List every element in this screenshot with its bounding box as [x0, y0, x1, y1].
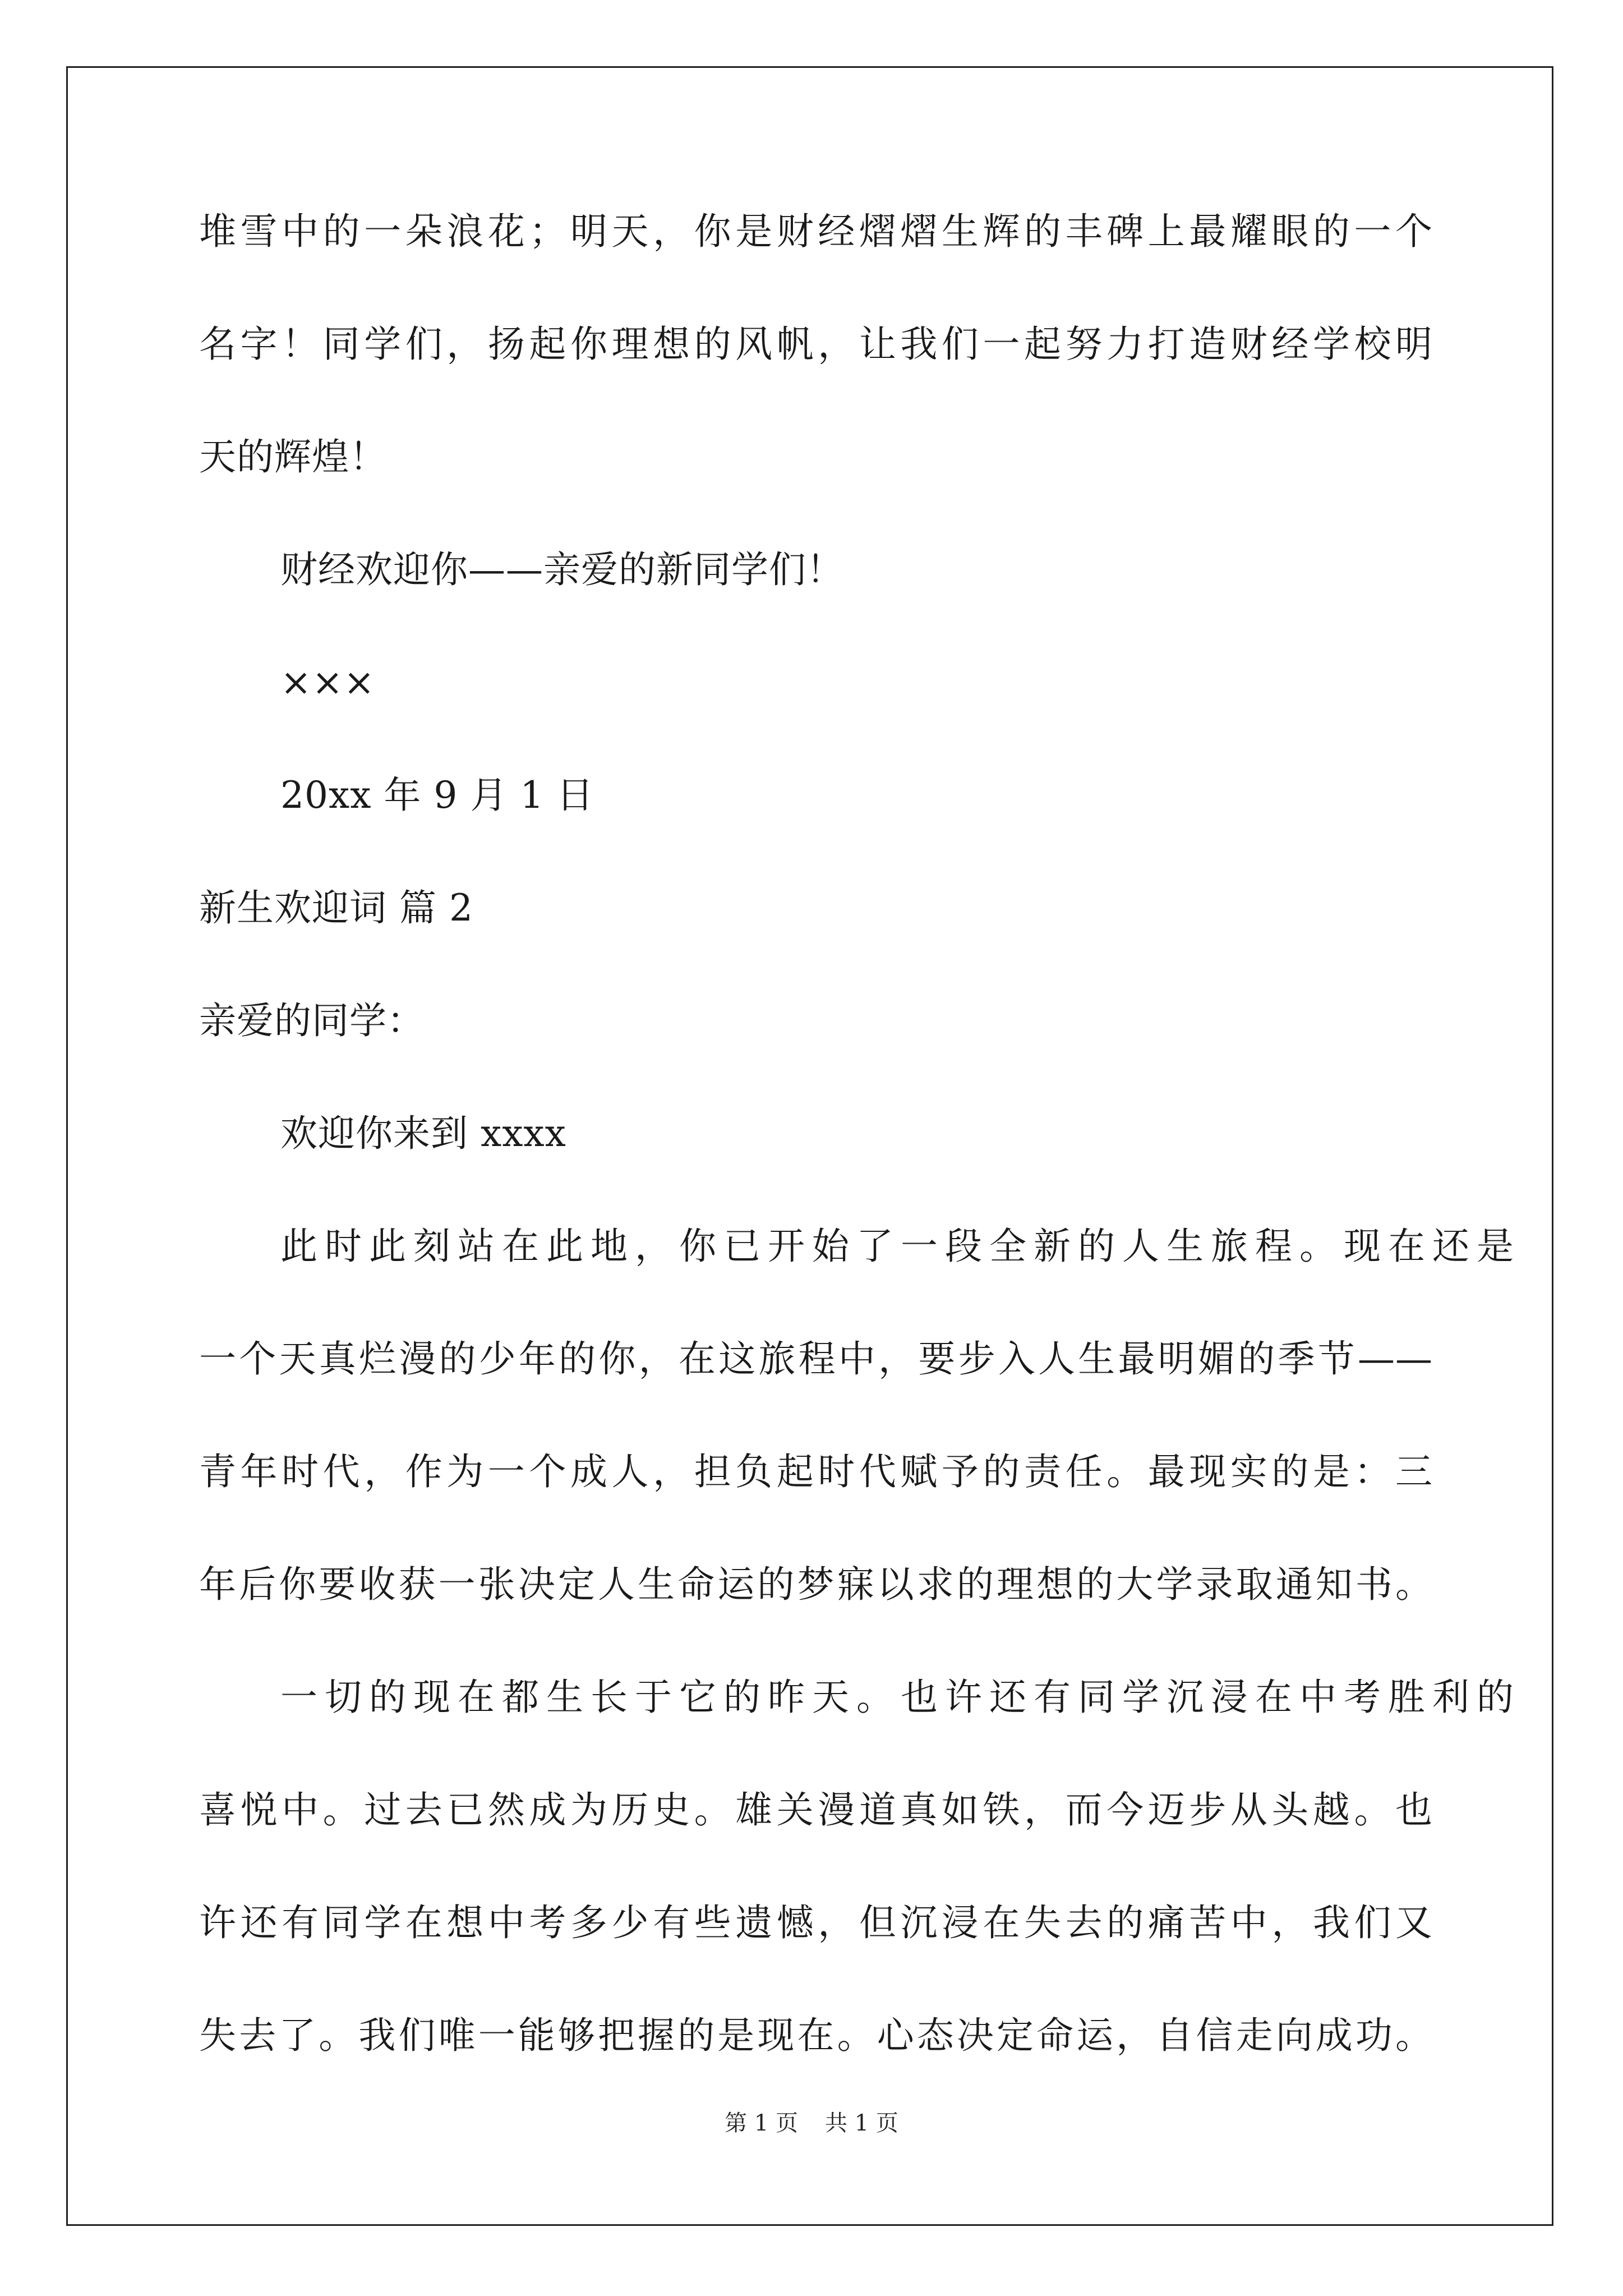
salutation: 亲爱的同学：	[199, 999, 425, 1042]
page-footer	[0, 2112, 1623, 2134]
welcome-slogan: 财经欢迎你——亲爱的新同学们！	[280, 548, 844, 591]
text-line: 天的辉煌！	[199, 435, 387, 478]
text-line: 堆雪中的一朵浪花；明天，你是财经熠熠生辉的丰碑上最耀眼的一个	[199, 210, 1433, 253]
date-line: 20xx 年 9 月 1 日	[280, 774, 594, 817]
section-heading: 新生欢迎词 篇 2	[199, 886, 473, 930]
text-line: 青年时代，作为一个成人，担负起时代赋予的责任。最现实的是：三	[199, 1450, 1433, 1493]
signature: ×××	[280, 661, 375, 704]
page-number: 第 1 页	[725, 2110, 798, 2136]
text-line: 喜悦中。过去已然成为历史。雄关漫道真如铁，而今迈步从头越。也	[199, 1788, 1433, 1832]
paragraph-start: 一切的现在都生长于它的昨天。也许还有同学沉浸在中考胜利的	[280, 1676, 1514, 1719]
text-line: 欢迎你来到 xxxx	[280, 1112, 566, 1155]
text-line: 一个天真烂漫的少年的你，在这旅程中，要步入人生最明媚的季节——	[199, 1337, 1433, 1381]
text-line: 名字！同学们，扬起你理想的风帆，让我们一起努力打造财经学校明	[199, 323, 1433, 366]
page-total: 共 1 页	[825, 2110, 898, 2136]
paragraph-start: 此时此刻站在此地，你已开始了一段全新的人生旅程。现在还是	[280, 1225, 1514, 1268]
text-line: 失去了。我们唯一能够把握的是现在。心态决定命运，自信走向成功。	[199, 2014, 1433, 2057]
text-line: 年后你要收获一张决定人生命运的梦寐以求的理想的大学录取通知书。	[199, 1563, 1433, 1606]
text-line: 许还有同学在想中考多少有些遗憾，但沉浸在失去的痛苦中，我们又	[199, 1901, 1433, 1944]
document-body	[199, 210, 1514, 2130]
